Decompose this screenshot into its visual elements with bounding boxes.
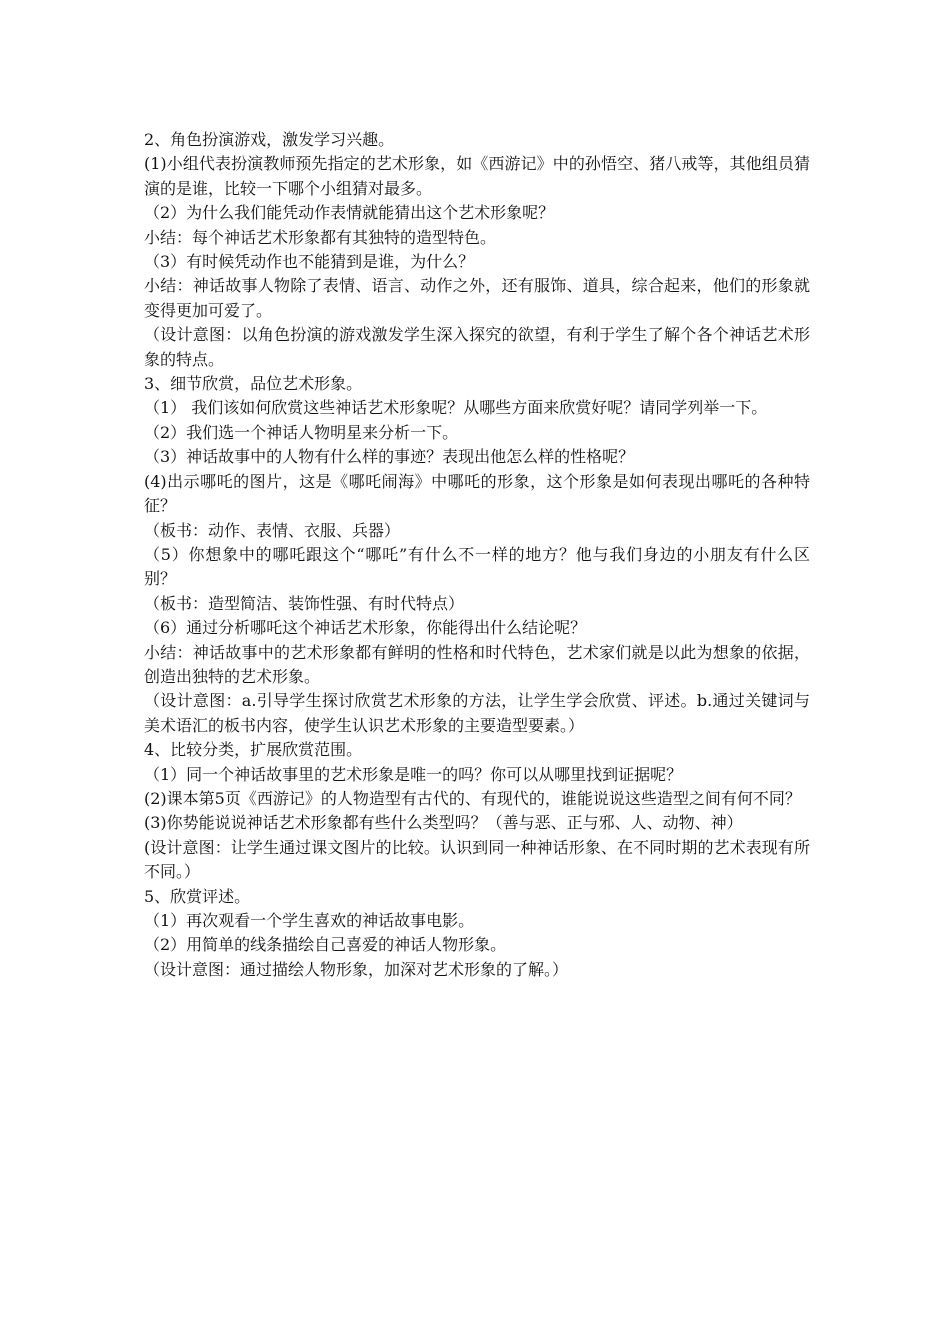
paragraph: （3）有时候凭动作也不能猜到是谁，为什么？ (144, 252, 475, 272)
design-intent-paragraph: （设计意图：以角色扮演的游戏激发学生深入探究的欲望，有利于学生了解个各个神话艺术形象的特点。 (144, 325, 810, 369)
summary-paragraph: 小结：每个神话艺术形象都有其独特的造型特色。 (144, 227, 497, 247)
paragraph: （3）神话故事中的人物有什么样的事迹？表现出他怎么样的性格呢？ (144, 447, 635, 467)
board-note-paragraph: （板书：造型简洁、装饰性强、有时代特点） (144, 593, 465, 613)
paragraph: (2)课本第5页《西游记》的人物造型有古代的、有现代的，谁能说说这些造型之间有何不同？ (144, 788, 801, 808)
paragraph: （2）我们选一个神话人物明星来分析一下。 (144, 422, 459, 442)
paragraph: （1）再次观看一个学生喜欢的神话故事电影。 (144, 911, 475, 930)
paragraph: （1） 我们该如何欣赏这些神话艺术形象呢？从哪些方面来欣赏好呢？请同学列举一下。 (144, 398, 768, 418)
design-intent-paragraph: （设计意图：通过描绘人物形象，加深对艺术形象的了解。） (144, 959, 569, 979)
summary-paragraph: 小结：神话故事中的艺术形象都有鲜明的性格和时代特色，艺术家们就是以此为想象的依据，创造出独特的艺术形象。 (144, 642, 810, 686)
paragraph: （2）用简单的线条描绘自己喜爱的神话人物形象。 (144, 935, 507, 955)
section-heading-4: 4、比较分类，扩展欣赏范围。 (144, 740, 363, 760)
section-heading-2: 2、角色扮演游戏，激发学习兴趣。 (144, 130, 395, 149)
paragraph: (1)小组代表扮演教师预先指定的艺术形象，如《西游记》中的孙悟空、猪八戒等，其他组员猜演的是谁，比较一下哪个小组猜对最多。 (144, 154, 810, 198)
paragraph: （6）通过分析哪吒这个神话艺术形象，你能得出什么结论呢？ (144, 618, 587, 638)
paragraph: （1）同一个神话故事里的艺术形象是唯一的吗？你可以从哪里找到证据呢？ (144, 764, 683, 784)
summary-paragraph: 小结：神话故事人物除了表情、语言、动作之外，还有服饰、道具，综合起来，他们的形象就变得更加可爱了。 (144, 276, 810, 320)
document-body (144, 128, 810, 982)
paragraph: （5）你想象中的哪吒跟这个“哪吒”有什么不一样的地方？他与我们身边的小朋友有什么区别？ (144, 544, 810, 589)
paragraph: （2）为什么我们能凭动作表情就能猜出这个艺术形象呢？ (144, 203, 555, 223)
section-heading-5: 5、欣赏评述。 (144, 886, 251, 906)
section-heading-3: 3、细节欣赏，品位艺术形象。 (144, 374, 363, 394)
paragraph: (4)出示哪吒的图片，这是《哪吒闹海》中哪吒的形象，这个形象是如何表现出哪吒的各种特征？ (144, 471, 810, 516)
paragraph: (3)你势能说说神话艺术形象都有些什么类型吗？（善与恶、正与邪、人、动物、神） (144, 813, 743, 833)
board-note-paragraph: （板书：动作、表情、衣服、兵器） (144, 520, 401, 540)
design-intent-paragraph: （设计意图：a.引导学生探讨欣赏艺术形象的方法，让学生学会欣赏、评述。b.通过关键词与美术语汇的板书内容，使学生认识艺术形象的主要造型要素。） (144, 691, 810, 735)
design-intent-paragraph: (设计意图：让学生通过课文图片的比较。认识到同一种神话形象、在不同时期的艺术表现有所不同。） (144, 837, 810, 882)
